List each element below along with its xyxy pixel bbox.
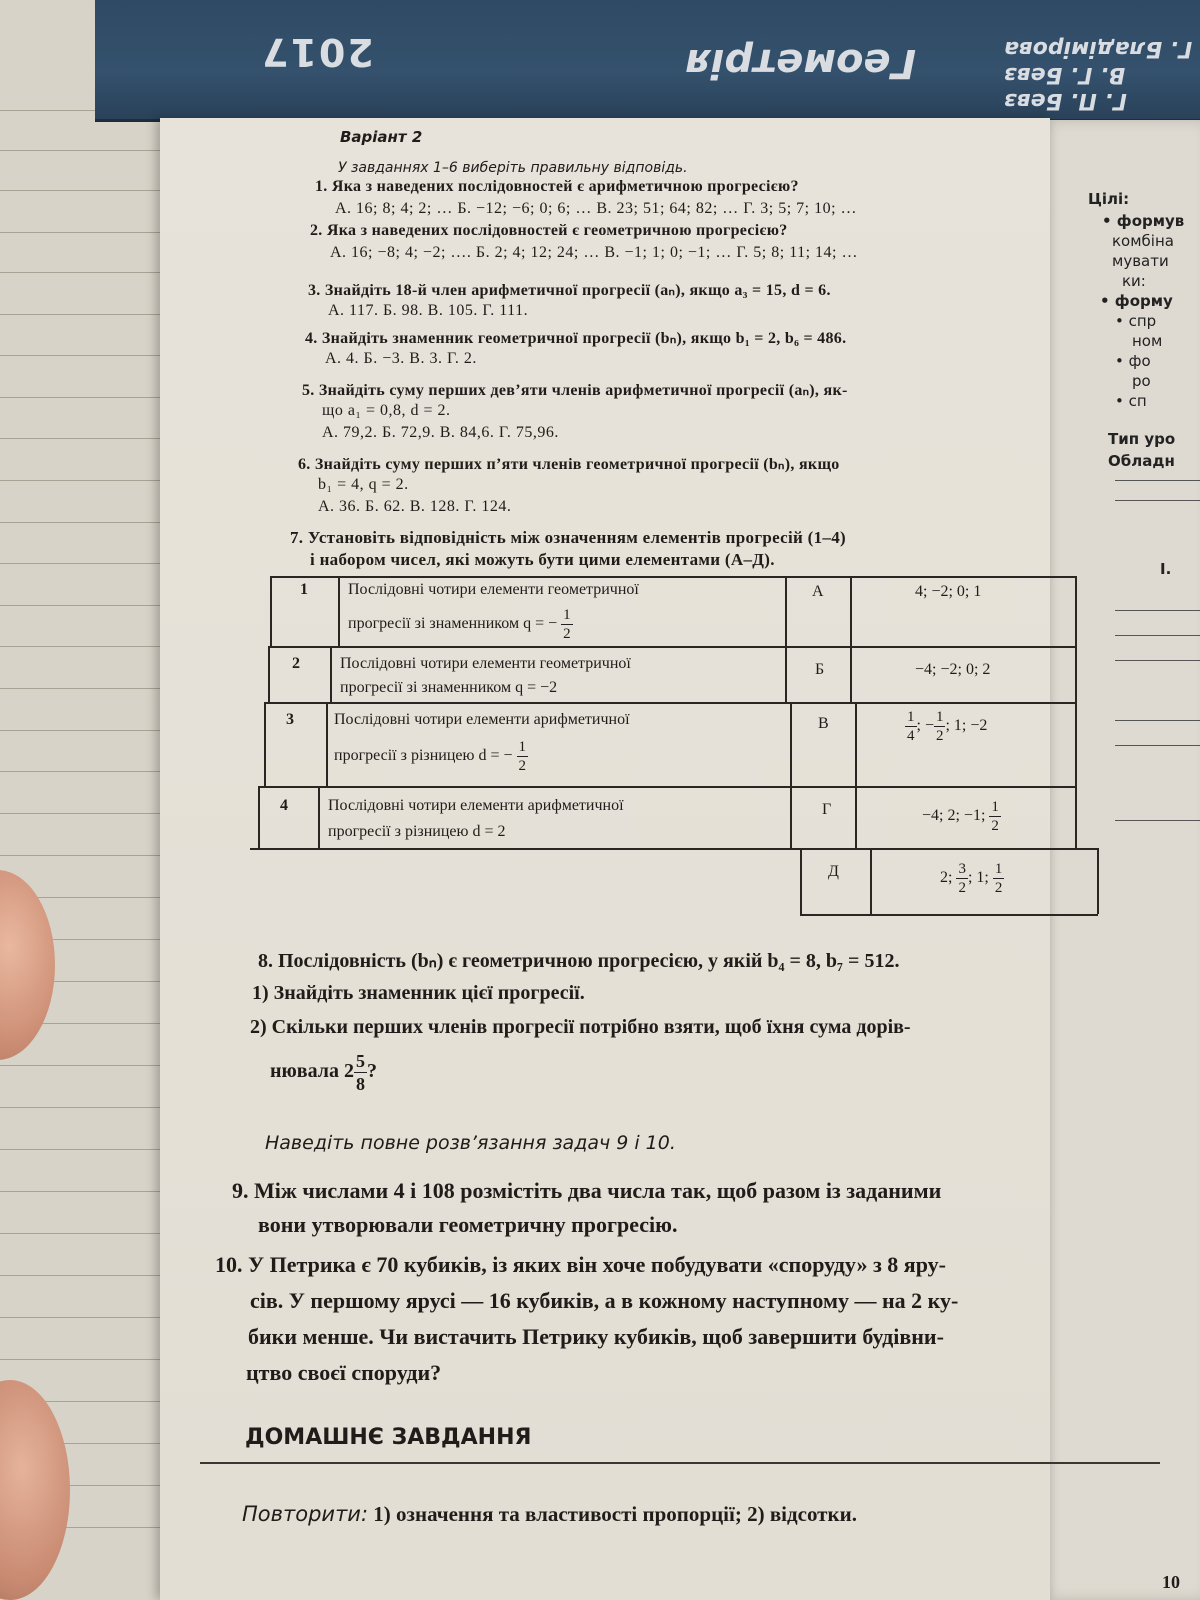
task-10-line-2: сів. У першому ярусі — 16 кубиків, а в кожному наступному — на 2 ку-	[250, 1288, 959, 1313]
task-8-part-2-cont: нювала 2 $\frac{5}{8}$ ?	[270, 1051, 378, 1094]
row-4-line1: Послідовні чотири елементи арифметичної	[328, 797, 624, 814]
page-number: 10	[1162, 1572, 1180, 1592]
option-a-letter: А	[812, 583, 824, 600]
task-8-part-1: 1) Знайдіть знаменник цієї прогресії.	[252, 982, 585, 1004]
option-d-value: 2; $\frac{3}{2}$ ; 1; $\frac{1}{2}$	[940, 861, 1003, 896]
task-3-question: 3. Знайдіть 18-й член арифметичної прогресії (aₙ), якщо a₃ = 15, d = 6.	[308, 282, 831, 299]
row-3-number: 3	[286, 711, 294, 728]
homework-divider	[200, 1462, 1160, 1464]
task-6-answers: А. 36. Б. 62. В. 128. Г. 124.	[318, 498, 512, 515]
task-7-question-cont: і набором чисел, які можуть бути цими елементами (А–Д).	[310, 550, 775, 569]
task-10-line-4: цтво своєї споруди?	[246, 1360, 442, 1385]
task-7-question: 7. Установіть відповідність між означенням елементів прогресій (1–4)	[290, 528, 846, 547]
task-4-answers: А. 4. Б. −3. В. 3. Г. 2.	[325, 350, 477, 367]
row-1-line2: прогресії зі знаменником q = − $\frac{1}{2}$	[348, 607, 571, 642]
task-5-condition: що a₁ = 0,8, d = 2.	[322, 402, 451, 419]
task-5-answers: А. 79,2. Б. 72,9. В. 84,6. Г. 75,96.	[322, 424, 559, 441]
row-2-number: 2	[292, 655, 300, 672]
task-2-question: 2. Яка з наведених послідовностей є геометричною прогресією?	[310, 222, 788, 239]
row-1-line1: Послідовні чотири елементи геометричної	[348, 581, 639, 598]
option-v-value: $\frac{1}{4}$ ; − $\frac{1}{2}$ ; 1; −2	[907, 709, 988, 744]
task-9-line-1: 9. Між числами 4 і 108 розмістіть два числа так, щоб разом із заданими	[232, 1178, 942, 1203]
task-1-question: 1. Яка з наведених послідовностей є арифметичною прогресією?	[315, 178, 799, 195]
row-1-number: 1	[300, 581, 308, 598]
task-5-question: 5. Знайдіть суму перших дев’яти членів арифметичної прогресії (aₙ), як-	[302, 382, 848, 399]
homework-heading: ДОМАШНЄ ЗАВДАННЯ	[245, 1425, 532, 1450]
task-2-answers: А. 16; −8; 4; −2; …. Б. 2; 4; 12; 24; … В. −1; 1; 0; −1; … Г. 5; 8; 11; 14; …	[330, 244, 858, 261]
task-10-line-1: 10. У Петрика є 70 кубиків, із яких він хоче побудувати «споруду» з 8 яру-	[215, 1252, 946, 1277]
option-v-letter: В	[818, 715, 829, 732]
variant-title: Варіант 2	[340, 128, 423, 146]
goals-label: Цілі:	[1088, 190, 1130, 208]
spine-authors: Г. П. Бевз В. Г. Бевз Г. Бладімірова	[1003, 36, 1192, 113]
task-4-question: 4. Знайдіть знаменник геометричної прогресії (bₙ), якщо b₁ = 2, b₆ = 486.	[305, 330, 847, 347]
option-b-letter: Б	[815, 661, 825, 678]
task-9-line-2: вони утворювали геометричну прогресію.	[258, 1212, 678, 1237]
task-6-condition: b₁ = 4, q = 2.	[318, 476, 409, 493]
row-3-line1: Послідовні чотири елементи арифметичної	[334, 711, 630, 728]
row-2-line2: прогресії зі знаменником q = −2	[340, 679, 558, 696]
task-1-answers: А. 16; 8; 4; 2; … Б. −12; −6; 0; 6; … В. 23; 51; 64; 82; … Г. 3; 5; 7; 10; …	[335, 200, 858, 217]
matching-table	[250, 576, 1100, 936]
task-10-line-3: бики менше. Чи вистачить Петрику кубиків, щоб завершити будівни-	[248, 1324, 944, 1349]
task-8-part-2: 2) Скільки перших членів прогресії потрібно взяти, щоб їхня сума дорів-	[250, 1016, 911, 1038]
option-b-value: −4; −2; 0; 2	[915, 661, 991, 678]
task-8-question: 8. Послідовність (bₙ) є геометричною прогресією, у якій b₄ = 8, b₇ = 512.	[258, 950, 900, 972]
row-4-line2: прогресії з різницею d = 2	[328, 823, 506, 840]
option-d-letter: Д	[828, 863, 839, 880]
spine-year: 2017	[260, 30, 374, 74]
spine-title: Геометрія	[685, 40, 917, 86]
row-2-line1: Послідовні чотири елементи геометричної	[340, 655, 631, 672]
full-solution-instruction: Наведіть повне розв’язання задач 9 і 10.	[265, 1132, 676, 1154]
row-3-line2: прогресії з різницею d = − $\frac{1}{2}$	[334, 739, 526, 774]
neighbor-page: Цілі: • формув комбіна мувати ки: • форму • спр ном • фо ро • сп Тип уро Обладн І.	[1040, 120, 1200, 1600]
task-6-question: 6. Знайдіть суму перших п’яти членів геометричної прогресії (bₙ), якщо	[298, 456, 840, 473]
task-3-answers: А. 117. Б. 98. В. 105. Г. 111.	[328, 302, 529, 319]
option-g-letter: Г	[822, 801, 832, 818]
book-spine	[95, 0, 1200, 122]
option-a-value: 4; −2; 0; 1	[915, 583, 982, 600]
row-4-number: 4	[280, 797, 288, 814]
option-g-value: −4; 2; −1; $\frac{1}{2}$	[922, 799, 999, 834]
instruction: У завданнях 1–6 виберіть правильну відповідь.	[338, 160, 688, 176]
homework-text: Повторити: 1) означення та властивості пропорції; 2) відсотки.	[242, 1502, 857, 1526]
